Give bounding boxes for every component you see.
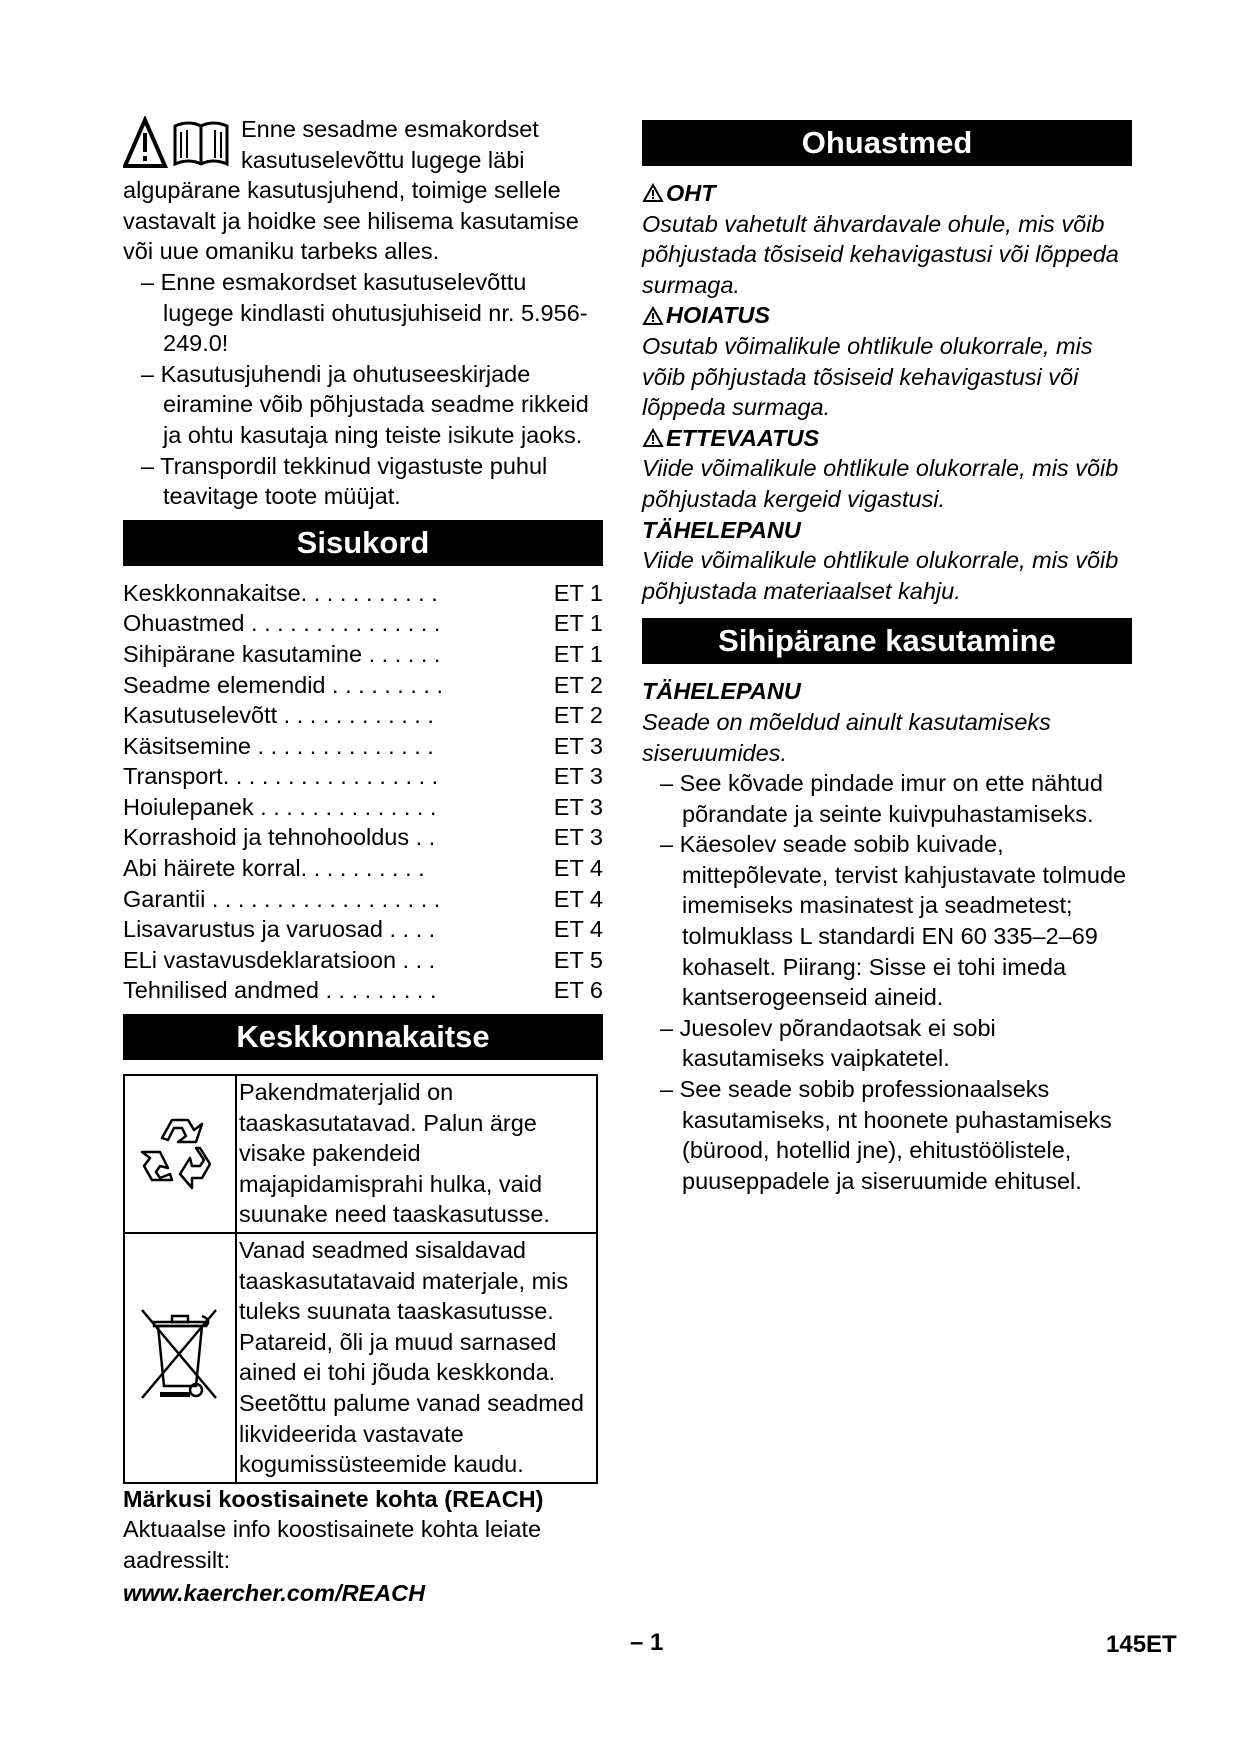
warning-label bbox=[642, 300, 1132, 331]
toc-entry-page: ET 1 bbox=[553, 579, 603, 606]
intro-item: – Kasutusjuhendi ja ohutuseeskirjade eiramine võib põhjustada seadme rikkeid ja ohtu kasutaja ning teiste isikute jaoks. bbox=[141, 360, 589, 448]
caution-text: Viide võimalikule ohtlikule olukorrale, mis võib põhjustada kergeid vigastusi. bbox=[642, 455, 1119, 512]
intended-use-item: – See kõvade pindade imur on ette nähtud põrandate ja seinte kuivpuhastamiseks. bbox=[660, 770, 1103, 827]
attention-label: TÄHELEPANU bbox=[642, 516, 801, 543]
toc-entry-label: Sihipärane kasutamine . . . . . . bbox=[123, 640, 441, 667]
toc-entry-page: ET 4 bbox=[553, 885, 603, 912]
right-column bbox=[642, 112, 1132, 1196]
toc-entry-label: Korrashoid ja tehnohooldus . . bbox=[123, 824, 436, 851]
recycle-icon bbox=[132, 1102, 228, 1198]
toc-entry-label: Abi häirete korral. . . . . . . . . . bbox=[123, 855, 425, 882]
danger-label-text: OHT bbox=[666, 180, 716, 206]
intended-use-header: Sihipärane kasutamine bbox=[642, 618, 1132, 664]
toc-entry-page: ET 1 bbox=[553, 640, 603, 667]
intended-use-item: – Juesolev põrandaotsak ei sobi kasutamiseks vaipkatetel. bbox=[660, 1014, 996, 1072]
intro-item: – Transpordil tekkinud vigastuste puhul teavitage toote müüjat. bbox=[141, 452, 548, 510]
warning-triangle-icon bbox=[642, 306, 664, 326]
intended-use-attention-text: Seade on mõeldud ainult kasutamiseks siseruumides. bbox=[642, 708, 1051, 766]
toc-entry-page: ET 1 bbox=[553, 610, 603, 637]
crossed-bin-icon bbox=[132, 1294, 228, 1414]
danger-text: Osutab vahetult ähvardavale ohule, mis võib põhjustada tõsiseid kehavigastusi või lõppeda surmaga. bbox=[642, 210, 1119, 298]
toc-entry[interactable] bbox=[123, 884, 603, 915]
toc-entry-label: Käsitsemine . . . . . . . . . . . . . . bbox=[123, 732, 434, 759]
toc-entry-label: Keskkonnakaitse. . . . . . . . . . . bbox=[123, 579, 438, 606]
toc-entry[interactable] bbox=[123, 700, 603, 731]
page-code: 145ET bbox=[1106, 1631, 1177, 1658]
toc-entry-label: Seadme elemendid . . . . . . . . . bbox=[123, 671, 444, 698]
toc-entry-label: Hoiulepanek . . . . . . . . . . . . . . bbox=[123, 793, 437, 820]
environment-header: Keskkonnakaitse bbox=[123, 1014, 603, 1060]
toc-entry-label: Garantii . . . . . . . . . . . . . . . . . . bbox=[123, 885, 441, 912]
toc-entry-label: Kasutuselevõtt . . . . . . . . . . . . bbox=[123, 702, 434, 729]
toc-entry-page: ET 3 bbox=[553, 793, 603, 820]
toc-entry-page: ET 4 bbox=[553, 916, 603, 943]
toc-entry-page: ET 4 bbox=[553, 855, 603, 882]
intro-block bbox=[123, 114, 603, 512]
warning-and-manual-icon bbox=[123, 116, 233, 172]
caution-label bbox=[642, 423, 1132, 454]
reach-text: Aktuaalse info koostisainete kohta leiate aadressilt: bbox=[123, 1516, 542, 1573]
hazard-levels-header: Ohuastmed bbox=[642, 120, 1132, 166]
toc-entry-label: Tehnilised andmed . . . . . . . . . bbox=[123, 977, 437, 1004]
toc-entry[interactable] bbox=[123, 578, 603, 609]
intended-use-item: – Käesolev seade sobib kuivade, mittepõlevate, tervist kahjustavate tolmude imemiseks masinatest ja seadmetest; tolmuklass L standardi EN 60 335–2–69 kohaselt. Piirang: Sisse ei tohi imeda kantserogeenseid aineid. bbox=[660, 831, 1127, 1011]
attention-text: Viide võimalikule ohtlikule olukorrale, mis võib põhjustada materiaalset kahju. bbox=[642, 547, 1119, 604]
toc-header: Sisukord bbox=[123, 520, 603, 566]
intro-item: – Enne esmakordset kasutuselevõttu lugege kindlasti ohutusjuhiseid nr. 5.956-249.0! bbox=[141, 268, 588, 357]
toc-entry-page: ET 2 bbox=[553, 702, 603, 729]
toc-entry-page: ET 6 bbox=[553, 977, 603, 1004]
toc-entry-label: ELi vastavusdeklaratsioon . . . bbox=[123, 946, 436, 973]
toc-entry[interactable] bbox=[123, 975, 603, 1006]
toc-entry[interactable] bbox=[123, 853, 603, 884]
intended-use-attention-label: TÄHELEPANU bbox=[642, 678, 801, 705]
warning-triangle-icon bbox=[642, 183, 664, 203]
toc-entry-label: Transport. . . . . . . . . . . . . . . . . bbox=[123, 763, 439, 790]
warning-triangle-icon bbox=[642, 428, 664, 448]
reach-link[interactable]: www.kaercher.com/REACH bbox=[123, 1579, 426, 1606]
toc-entry[interactable] bbox=[123, 792, 603, 823]
packaging-text: Pakendmaterjalid on taaskasutatavad. Palun ärge visake pakendeid majapidamisprahi hulka, vaid suunake need taaskasutusse. bbox=[236, 1075, 597, 1233]
toc-entry[interactable] bbox=[123, 608, 603, 639]
toc-entry[interactable] bbox=[123, 731, 603, 762]
warning-label-text: HOIATUS bbox=[666, 302, 771, 329]
left-column bbox=[123, 114, 603, 1608]
old-devices-text: Vanad seadmed sisaldavad taaskasutatavaid materjale, mis tuleks suunata taaskasutusse. Patareid, õli ja muud sarnased ained ei tohi jõuda keskkonda. Seetõttu palume vanad seadmed likvideerida vastavate kogumissüsteemide kaudu. bbox=[236, 1233, 597, 1483]
toc-entry-label: Lisavarustus ja varuosad . . . . bbox=[123, 916, 436, 943]
toc-entry-page: ET 3 bbox=[553, 824, 603, 851]
toc-entry[interactable] bbox=[123, 822, 603, 853]
toc-entry-page: ET 3 bbox=[553, 763, 603, 790]
toc-entry[interactable] bbox=[123, 639, 603, 670]
toc-list bbox=[123, 578, 603, 1006]
toc-entry[interactable] bbox=[123, 914, 603, 945]
intro-paragraph: Enne sesadme esmakordset kasutuselevõttu lugege läbi algupärane kasutusjuhend, toimige sellele vastavalt ja hoidke see hilisema kasutamise või uue omaniku tarbeks alles. bbox=[123, 116, 579, 265]
caution-label-text: ETTEVAATUS bbox=[666, 424, 820, 451]
reach-heading: Märkusi koostisainete kohta (REACH) bbox=[123, 1485, 544, 1512]
danger-label bbox=[642, 178, 1132, 209]
toc-entry[interactable] bbox=[123, 670, 603, 701]
environment-table bbox=[123, 1074, 598, 1484]
toc-entry-page: ET 3 bbox=[553, 732, 603, 759]
toc-entry-page: ET 5 bbox=[553, 946, 603, 973]
intended-use-item: – See seade sobib professionaalseks kasutamiseks, nt hoonete puhastamiseks (bürood, hotellid jne), ehitustöölistele, puuseppadele ja siseruumide ehitusel. bbox=[660, 1076, 1112, 1194]
toc-entry-label: Ohuastmed . . . . . . . . . . . . . . . bbox=[123, 610, 441, 637]
toc-entry[interactable] bbox=[123, 761, 603, 792]
toc-entry-page: ET 2 bbox=[553, 671, 603, 698]
toc-entry[interactable] bbox=[123, 945, 603, 976]
warning-text: Osutab võimalikule ohtlikule olukorrale, mis võib põhjustada tõsiseid kehavigastusi või lõppeda surmaga. bbox=[642, 332, 1093, 421]
page-number: – 1 bbox=[630, 1629, 664, 1656]
